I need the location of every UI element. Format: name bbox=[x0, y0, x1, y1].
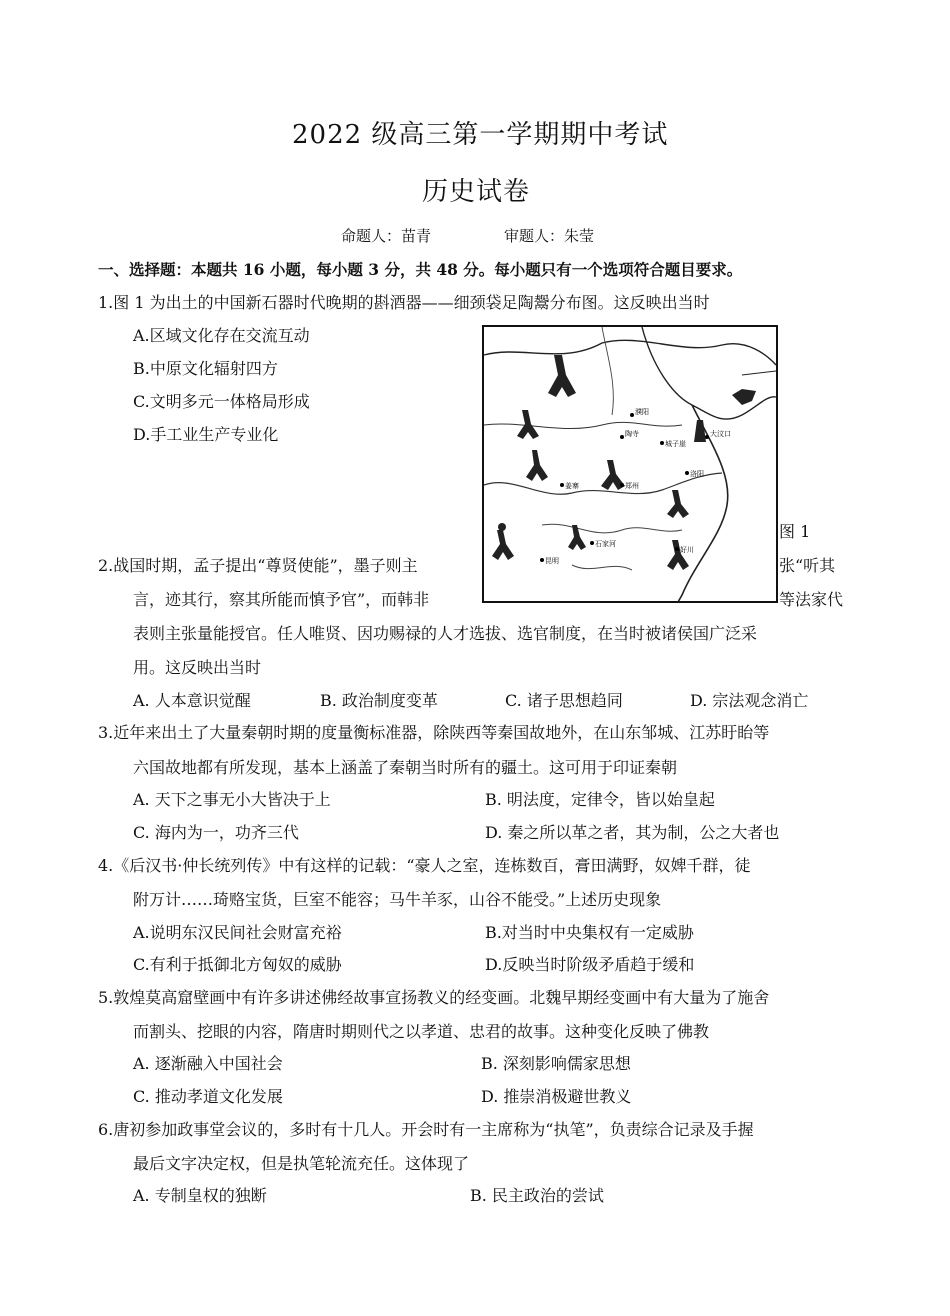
map-site-label: 濮阳 bbox=[635, 408, 649, 416]
q2-stem-line2: 言，迹其行，察其所能而慎予官”，而韩非 bbox=[133, 590, 430, 609]
map-site-label: 好川 bbox=[680, 546, 694, 554]
q2-stem-line1: 2.战国时期，孟子提出“尊贤使能”，墨子则主 bbox=[98, 556, 418, 575]
exam-subject: 历史试卷 bbox=[422, 177, 531, 207]
map-site-label: 城子崖 bbox=[665, 440, 686, 448]
q5-option-c: C. 推动孝道文化发展 bbox=[133, 1087, 283, 1106]
q4-stem-line2: 附万计……琦赂宝货，巨室不能容；马牛羊豕，山谷不能受。”上述历史现象 bbox=[133, 890, 662, 909]
map-site-label: 陶寺 bbox=[625, 430, 639, 438]
q2-option-b: B. 政治制度变革 bbox=[320, 691, 438, 710]
figure1-map bbox=[482, 325, 778, 603]
q3-stem-line2: 六国故地都有所发现，基本上涵盖了秦朝当时所有的疆土。这可用于印证秦朝 bbox=[133, 758, 678, 777]
q3-stem-line1: 3.近年来出土了大量秦朝时期的度量衡标准器，除陕西等秦国故地外，在山东邹城、江苏盱眙等 bbox=[98, 723, 770, 742]
q2-stem-line2b: 等法家代 bbox=[779, 590, 844, 609]
map-site-label: 大汶口 bbox=[710, 430, 731, 438]
q6-option-b: B. 民主政治的尝试 bbox=[470, 1186, 604, 1205]
q5-stem-line2: 而割头、挖眼的内容，隋唐时期则代之以孝道、忠君的故事。这种变化反映了佛教 bbox=[133, 1022, 710, 1041]
q1-option-d: D.手工业生产专业化 bbox=[133, 425, 279, 444]
q2-stem-line4: 用。这反映出当时 bbox=[133, 658, 262, 677]
q4-stem-line1: 4.《后汉书·仲长统列传》中有这样的记载：“豪人之室，连栋数百，膏田满野，奴婢千群，徒 bbox=[98, 856, 751, 875]
q6-stem-line1: 6.唐初参加政事堂会议的，多时有十几人。开会时有一主席称为“执笔”，负责综合记录及手握 bbox=[98, 1120, 754, 1139]
q1-stem: 1.图 1 为出土的中国新石器时代晚期的斟酒器——细颈袋足陶鬶分布图。这反映出当时 bbox=[98, 293, 710, 312]
q3-option-c: C. 海内为一，功齐三代 bbox=[133, 823, 299, 842]
q2-stem-line3: 表则主张量能授官。任人唯贤、因功赐禄的人才选拔、选官制度，在当时被诸侯国广泛采 bbox=[133, 624, 758, 643]
q2-option-d: D. 宗法观念消亡 bbox=[690, 691, 809, 710]
q3-option-d: D. 秦之所以革之者，其为制，公之大者也 bbox=[485, 823, 780, 842]
q4-option-b: B.对当时中央集权有一定威胁 bbox=[485, 923, 694, 942]
q6-option-a: A. 专制皇权的独断 bbox=[133, 1186, 267, 1205]
q2-stem-line1b: 张“听其 bbox=[779, 556, 836, 575]
question-reviewer: 审题人：朱莹 bbox=[504, 227, 595, 245]
q3-option-b: B. 明法度，定律令，皆以始皇起 bbox=[485, 790, 715, 809]
q3-option-a: A. 天下之事无小大皆决于上 bbox=[133, 790, 331, 809]
section-heading: 一、选择题：本题共 16 小题，每小题 3 分，共 48 分。每小题只有一个选项符合题目要求。 bbox=[98, 260, 743, 279]
q4-option-c: C.有利于抵御北方匈奴的威胁 bbox=[133, 955, 342, 974]
q1-option-b: B.中原文化辐射四方 bbox=[133, 359, 278, 378]
q4-option-d: D.反映当时阶级矛盾趋于缓和 bbox=[485, 955, 695, 974]
map-site-label: 昆明 bbox=[545, 557, 559, 565]
q5-option-a: A. 逐渐融入中国社会 bbox=[133, 1054, 283, 1073]
question-setter: 命题人：苗青 bbox=[341, 227, 432, 245]
q5-option-b: B. 深刻影响儒家思想 bbox=[481, 1054, 631, 1073]
q2-option-a: A. 人本意识觉醒 bbox=[133, 691, 251, 710]
q5-option-d: D. 推崇消极避世教义 bbox=[481, 1087, 632, 1106]
q1-option-a: A.区域文化存在交流互动 bbox=[133, 326, 310, 345]
q4-option-a: A.说明东汉民间社会财富充裕 bbox=[133, 923, 342, 942]
exam-title: 2022 级高三第一学期期中考试 bbox=[292, 120, 669, 150]
q6-stem-line2: 最后文字决定权，但是执笔轮流充任。这体现了 bbox=[133, 1154, 470, 1173]
map-site-label: 郑州 bbox=[625, 482, 639, 490]
q5-stem-line1: 5.敦煌莫高窟壁画中有许多讲述佛经故事宣扬教义的经变画。北魏早期经变画中有大量为了施舍 bbox=[98, 988, 770, 1007]
map-site-label: 洛阳 bbox=[690, 470, 704, 478]
map-site-label: 石家河 bbox=[595, 540, 616, 548]
q1-option-c: C.文明多元一体格局形成 bbox=[133, 392, 310, 411]
q2-option-c: C. 诸子思想趋同 bbox=[505, 691, 623, 710]
map-site-label: 姜寨 bbox=[565, 482, 579, 490]
figure1-label: 图 1 bbox=[779, 522, 811, 541]
